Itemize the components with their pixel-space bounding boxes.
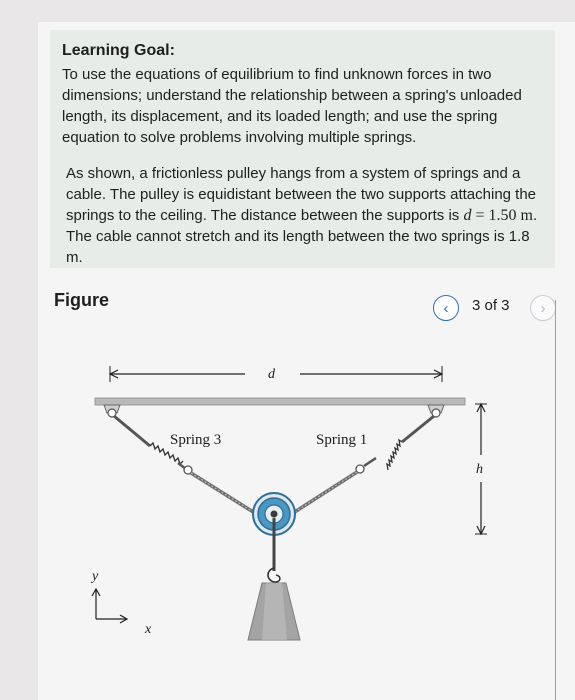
- hanging-weight: [248, 583, 300, 640]
- dimension-d: [110, 366, 442, 382]
- problem-text-part2: . The cable cannot stretch and its length between the two springs is 1.8 m.: [66, 207, 538, 266]
- figure-page-indicator: 3 of 3: [472, 297, 510, 314]
- label-h: h: [476, 462, 483, 477]
- learning-goal-title: Learning Goal:: [62, 42, 175, 59]
- right-support: [428, 405, 444, 417]
- label-d: d: [268, 367, 275, 382]
- spring-3: [150, 432, 221, 474]
- coordinate-axes: [90, 569, 152, 637]
- ceiling-beam: [95, 398, 465, 405]
- label-spring-1: Spring 1: [316, 432, 368, 448]
- figure-title: Figure: [54, 290, 110, 310]
- right-link-rod: [402, 416, 434, 442]
- chevron-right-icon: ›: [540, 299, 546, 317]
- problem-text-part1: As shown, a frictionless pulley hangs from a system of springs and a cable. The pulley is equidistant between the two supports attaching the springs to the ceiling. The distance between the supports is: [66, 165, 537, 224]
- chevron-left-icon: ‹: [443, 299, 449, 317]
- label-spring-3: Spring 3: [170, 432, 222, 448]
- spring-1: [316, 432, 402, 473]
- axis-y-label: y: [92, 569, 99, 584]
- axis-x-label: x: [145, 622, 152, 637]
- left-support: [104, 405, 120, 417]
- math-variable-d: d: [463, 207, 472, 224]
- math-equation-value: = 1.50 m: [471, 207, 533, 224]
- learning-goal-text: To use the equations of equilibrium to find unknown forces in two dimensions; understand the relationship between a spring's unloaded length, its displacement, and its loaded length; and use the spring equation to solve problems involving multiple springs.: [62, 66, 522, 146]
- dimension-h: [475, 404, 487, 534]
- left-link-rod: [114, 416, 150, 446]
